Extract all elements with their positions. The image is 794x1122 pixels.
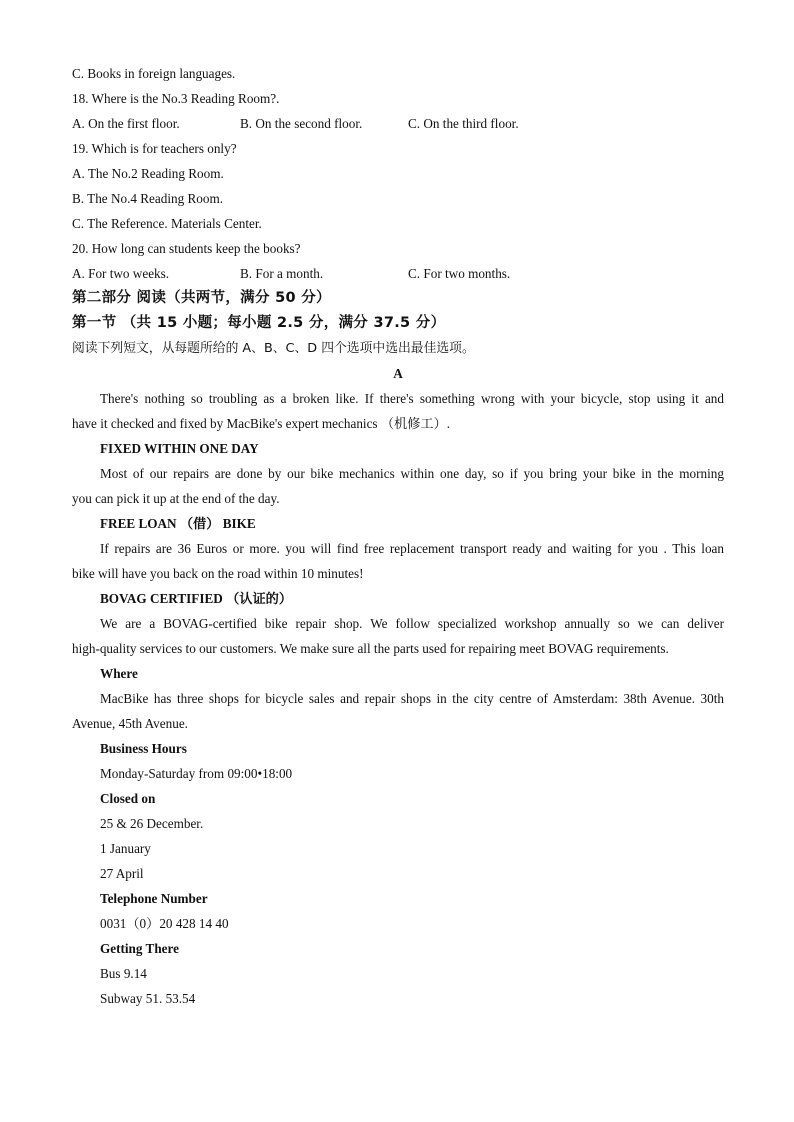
business-hours: Monday-Saturday from 09:00•18:00 (100, 766, 293, 781)
q20-options (72, 261, 724, 286)
bus-lines: Bus 9.14 (100, 966, 147, 981)
q17-option-c: C. Books in foreign languages. (72, 66, 236, 81)
bovag-line-2: high-quality services to our customers. We make sure all the parts used for repairing meet BOVAG requirements. (72, 641, 669, 656)
q20-stem: 20. How long can students keep the books? (72, 241, 301, 256)
where-line-1: MacBike has three shops for bicycle sales and repair shops in the city centre of Amsterdam: 38th Avenue. 30th (100, 691, 724, 706)
heading-telephone: Telephone Number (100, 891, 208, 906)
subway-lines: Subway 51. 53.54 (100, 991, 196, 1006)
passage-label: A (393, 366, 403, 381)
q19-option-c: C. The Reference. Materials Center. (72, 216, 262, 231)
document-page (72, 61, 724, 1011)
bovag-line-1: We are a BOVAG-certified bike repair shop. We follow specialized workshop annually so we can deliver (100, 616, 724, 631)
q20-option-b: B. For a month. (240, 266, 324, 281)
loan-line-1: If repairs are 36 Euros or more. you will find free replacement transport ready and waiting for you . This loan (100, 541, 724, 556)
where-line-2: Avenue, 45th Avenue. (72, 716, 188, 731)
closed-date-3: 27 April (100, 866, 144, 881)
fixed-line-1: Most of our repairs are done by our bike mechanics within one day, so if you bring your bike in the morning (100, 466, 724, 481)
closed-date-1: 25 & 26 December. (100, 816, 204, 831)
q18-option-c: C. On the third floor. (408, 116, 519, 131)
closed-date-2: 1 January (100, 841, 151, 856)
heading-where: Where (100, 666, 138, 681)
q19-option-a: A. The No.2 Reading Room. (72, 166, 224, 181)
section1-title: 第一节 （共 15 小题；每小题 2.5 分，满分 37.5 分） (72, 315, 446, 331)
q18-stem: 18. Where is the No.3 Reading Room?. (72, 91, 280, 106)
q19-option-b: B. The No.4 Reading Room. (72, 191, 224, 206)
q19-stem: 19. Which is for teachers only? (72, 141, 237, 156)
heading-closed: Closed on (100, 791, 156, 806)
heading-free-loan: FREE LOAN （借） BIKE (100, 516, 256, 531)
q20-option-c: C. For two months. (408, 266, 511, 281)
heading-bovag: BOVAG CERTIFIED （认证的） (100, 591, 293, 606)
q18-option-b: B. On the second floor. (240, 116, 363, 131)
heading-getting-there: Getting There (100, 941, 179, 956)
q18-option-a: A. On the first floor. (72, 116, 180, 131)
intro-line-1: There's nothing so troubling as a broken like. If there's something wrong with your bicycle, stop using it and (100, 391, 724, 406)
part2-title: 第二部分 阅读（共两节，满分 50 分） (72, 290, 331, 306)
heading-business-hours: Business Hours (100, 741, 187, 756)
q18-options (72, 111, 724, 136)
reading-instruction: 阅读下列短文，从每题所给的 A、B、C、D 四个选项中选出最佳选项。 (72, 341, 475, 356)
fixed-line-2: you can pick it up at the end of the day. (72, 491, 280, 506)
intro-line-2: have it checked and fixed by MacBike's expert mechanics （机修工）. (72, 416, 451, 431)
q20-option-a: A. For two weeks. (72, 266, 170, 281)
loan-line-2: bike will have you back on the road within 10 minutes! (72, 566, 364, 581)
telephone-number: 0031（0）20 428 14 40 (100, 916, 229, 931)
heading-fixed: FIXED WITHIN ONE DAY (100, 441, 259, 456)
